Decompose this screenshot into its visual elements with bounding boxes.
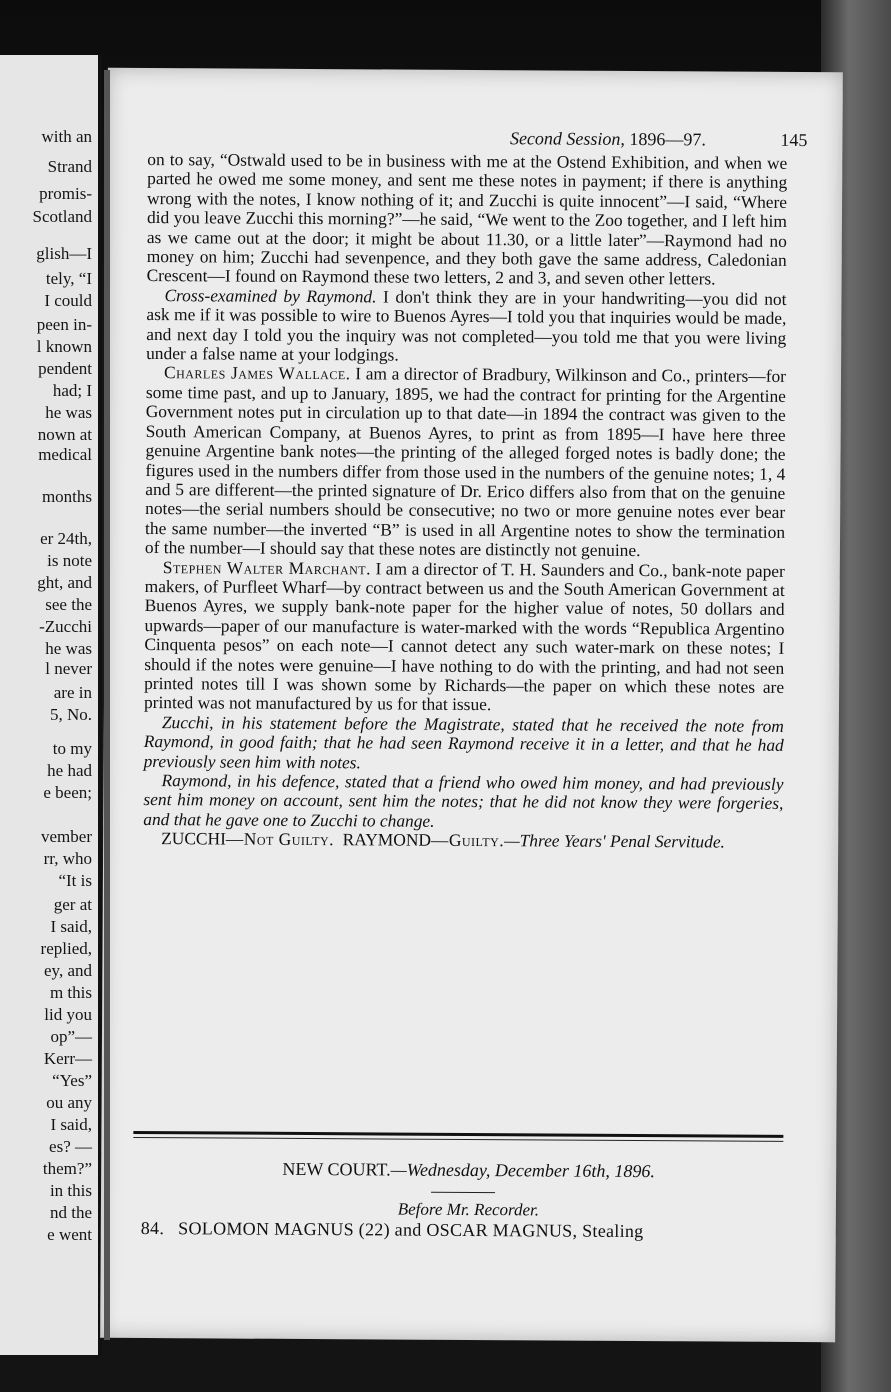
running-title: Second Session, [509,128,626,149]
facing-page-line: I could [44,291,92,310]
facing-page-line: ger at [53,895,92,914]
facing-page-line: ou any [46,1093,92,1112]
facing-page-line: Kerr— [43,1049,92,1068]
facing-page-line: he was [45,403,92,422]
facing-page-line: Strand [47,157,92,176]
facing-page-line: tely, “I [45,269,92,288]
page-body [143,150,787,853]
facing-page-line: replied, [40,939,92,958]
facing-page-line: months [41,487,92,506]
short-divider [431,1192,495,1193]
facing-page-line: peen in- [36,315,92,334]
facing-page-line: I said, [50,917,92,936]
witness-name-wallace: Charles James Wallace. [163,362,351,384]
recorder-line: Before Mr. Recorder. [397,1199,540,1220]
wallace-testimony-text: I am a director of Bradbury, Wilkinson and Co., printers—for some time past, and up to January, 1895, we had the contract for printing for the Argentine Government notes put in circulation up to that date—in 1894 the contract was given to the South American Company, at Buenos Ayres, to print as from 1895—I have here three genuine Argentine bank notes—the printing of the alleged forged notes is badly done; the figures used in the numbers differ from those used in the numbers of the genuine notes; 1, 4 and 5 are different—the printed signature of Dr. Erico differs also from that on the genuine notes—the serial numbers should be consecutive; no two or more genuine notes ever bear the same number—the inverted “B” is used in all Argentine notes to show the termination of the number—I should say that these notes are distinctly not genuine. [144,363,787,561]
verdict-guilty: —Guilty. [430,829,505,851]
facing-page-line: er 24th, [40,529,92,548]
session-years: 1896—97. [629,128,707,150]
case-heading [141,1218,781,1243]
court-name: NEW COURT. [282,1158,391,1180]
facing-page-line: m this [49,983,92,1002]
facing-page-line: “Yes” [52,1071,92,1090]
paragraph-wallace-testimony [145,363,786,561]
paragraph-zucchi-statement: Zucchi, in his statement before the Magistrate, stated that he received the note from Raymond, in good faith; that he had seen Raymond receive it in a letter, and that he had previously seen him with notes. [143,711,784,772]
facing-page-line: had; I [52,381,92,400]
facing-page-line: promis- [39,184,92,203]
facing-page-line: he had [47,761,92,780]
facing-page-line: are in [53,683,92,702]
cross-examination-text: I don't think they are in your handwriting—you did not ask me if it was possible to wire to Buenos Ayres—I told you that inquiries would be made, and next day I told you the inquiry was not completed—you told me that you were living under a false name at your lodgings. [146,286,787,365]
document-page [100,68,843,1342]
facing-page-line: in this [49,1181,92,1200]
facing-page-line: is note [47,551,92,570]
facing-page-line: ght, and [37,573,92,592]
defendant-zucchi: ZUCCHI [161,828,226,849]
paragraph-raymond-defence: Raymond, in his defence, stated that a friend who owed him money, and had previously sent him money on account, sent him the notes; that he did not know they were forgeries, and that he gave one to Zucchi to change. [143,770,784,831]
facing-page-line: 5, No. [49,705,92,724]
court-date: —Wednesday, December 16th, 1896. [390,1159,655,1182]
verdict-line [143,829,783,852]
facing-page-line: e been; [43,783,92,802]
court-heading [101,1158,836,1183]
witness-name-marchant: Stephen Walter Marchant. [162,556,372,578]
paragraph-cross-examination [146,286,786,368]
facing-page-line: glish—I [36,244,92,263]
running-header [107,126,807,151]
case-title: SOLOMON MAGNUS (22) and OSCAR MAGNUS, Stealing [178,1218,644,1242]
facing-page-line: he was [45,639,92,658]
case-number: 84. [140,1217,165,1239]
cross-examination-lead: Cross-examined by Raymond. [164,284,377,307]
facing-page-line: e went [47,1225,92,1244]
verdict-not-guilty: —Not Guilty. [225,828,335,850]
paragraph-marchant-testimony [144,558,785,717]
facing-page-line: nown at [37,425,92,444]
facing-page-line: nd the [49,1203,92,1222]
page-number: 145 [780,129,808,151]
facing-page-line: op”— [50,1027,92,1046]
facing-page-line: l known [36,337,92,356]
section-divider-thin [133,1137,783,1142]
facing-page-line: see the [45,595,92,614]
facing-page-line: pendent [38,359,92,378]
facing-page-line: I said, [50,1115,92,1134]
defendant-raymond: RAYMOND [342,829,432,850]
marchant-testimony-text: I am a director of T. H. Saunders and Co., bank-note paper makers, of Purfleet Wharf—by contract between us and the South American Government at Buenos Ayres, we supply bank-note paper for the higher value of notes, 50 dollars and upwards—paper of our manufacture is water-marked with the words “Republica Argentino Cinquenta pesos” on each note—I cannot detect any such water-mark on these notes; I should if the notes were genuine—I have nothing to do with the printing, and had not seen printed notes till I was shown some by Richards—the paper on which these notes are printed was not manufactured by us for that issue. [143,557,785,715]
sentence: —Three Years' Penal Servitude. [504,830,725,852]
facing-page-line: Scotland [32,207,92,226]
facing-page-line: rr, who [43,849,92,868]
facing-page-line: vember [41,827,92,846]
facing-page-line: l never [45,659,92,678]
page-gutter-shadow [104,70,110,1340]
facing-page-fragment [0,55,102,1355]
facing-page-line: “It is [58,871,92,890]
facing-page-line: lid you [44,1005,92,1024]
facing-page-line: to my [52,739,92,758]
facing-page-line: ey, and [44,961,92,980]
facing-page-line: -Zucchi [39,617,92,636]
facing-page-line: es? — [49,1137,92,1156]
facing-page-line: medical [38,445,92,464]
facing-page-line: them?” [42,1159,92,1178]
paragraph-testimony-continued: on to say, “Ostwald used to be in business with me at the Ostend Exhibition, and when we parted he owed me some money, and sent me these notes in payment; if there is anything wrong with the notes, I know nothing of it; and Zucchi is quite innocent”—I said, “Where did you leave Zucchi this morning?”—he said, “We went to the Zoo together, and I left him as we came out at the door; it might be about 11.30, or a little later”—Raymond had no money on him; Zucchi had sevenpence, and they both gave the same address, Caledonian Crescent—I found on Raymond these two letters, 2 and 3, and seven other letters. [146,149,788,289]
facing-page-line: with an [41,127,92,146]
